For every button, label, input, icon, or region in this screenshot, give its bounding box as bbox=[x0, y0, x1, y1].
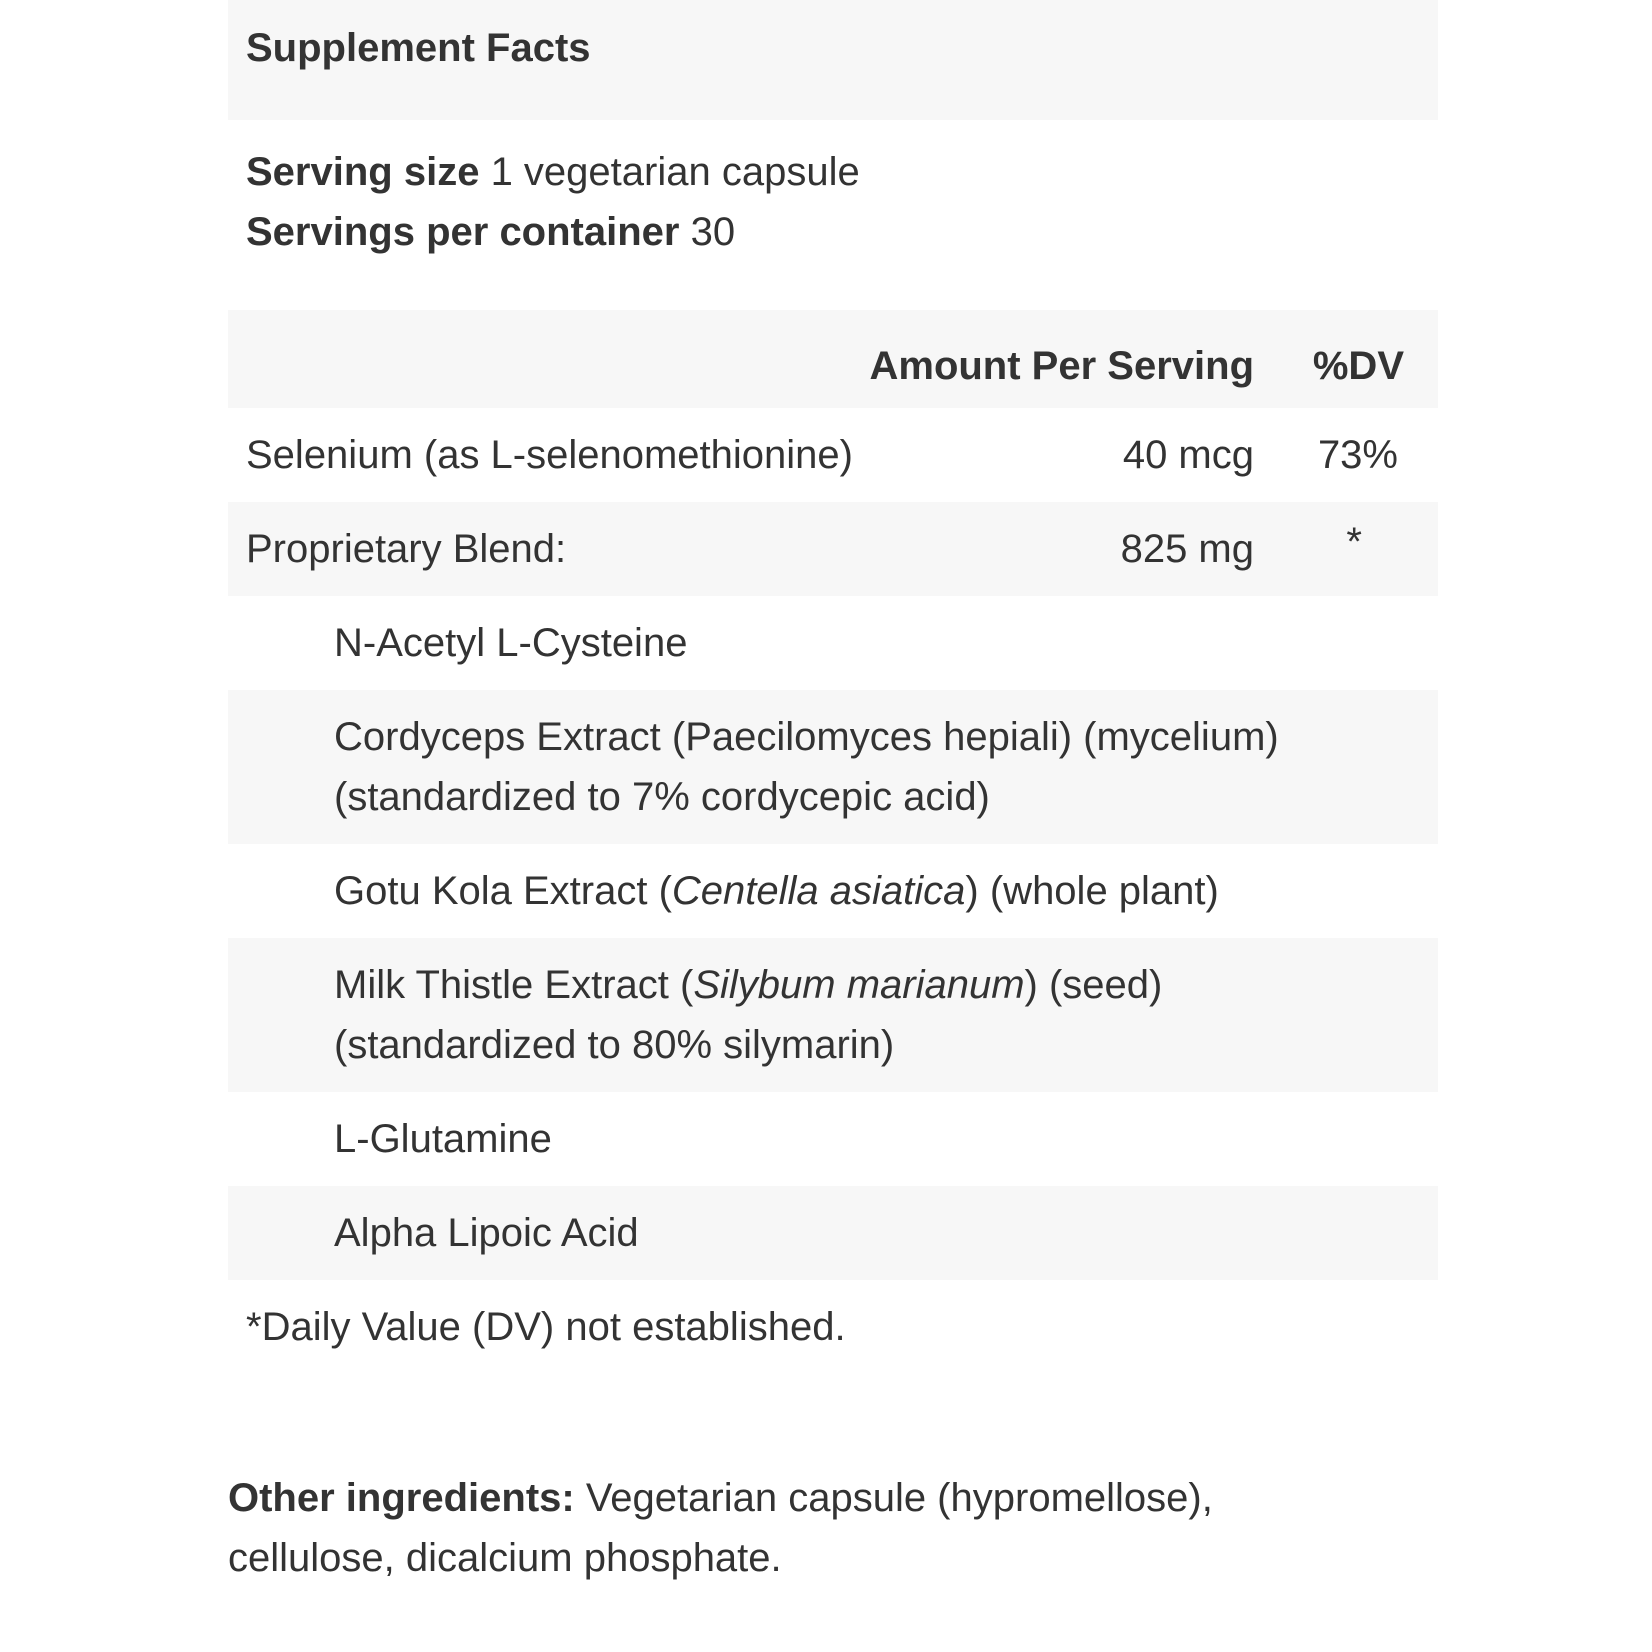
blend-ingredient-name: L-Glutamine bbox=[334, 1117, 552, 1161]
supplement-facts-panel bbox=[228, 0, 1438, 1374]
nutrient-amount: 825 mg bbox=[1120, 527, 1254, 571]
blend-ingredient-latin-name: Centella asiatica bbox=[671, 869, 966, 913]
dv-header: %DV bbox=[1312, 344, 1404, 388]
title-text: Supplement Facts bbox=[246, 26, 591, 70]
other-ingredients-text-1: Vegetarian capsule (hypromellose), bbox=[574, 1476, 1213, 1520]
nutrient-name: Selenium (as L-selenomethionine) bbox=[246, 433, 853, 477]
blend-ingredient-name-suffix: ) (whole plant) bbox=[965, 869, 1219, 913]
blend-ingredient-detail: (standardized to 80% silymarin) bbox=[334, 1023, 895, 1067]
blend-ingredient-latin-name: Silybum marianum bbox=[693, 963, 1025, 1007]
nutrient-dv: * bbox=[1346, 520, 1362, 564]
blend-ingredient-row bbox=[228, 938, 1438, 1092]
table-header-row bbox=[228, 310, 1438, 408]
blend-ingredient-name-prefix: Gotu Kola Extract ( bbox=[334, 869, 672, 913]
blend-ingredient-name: Cordyceps Extract (Paecilomyces hepiali) (mycelium) bbox=[334, 715, 1279, 759]
supplement-facts-title bbox=[228, 0, 1438, 120]
other-ingredients bbox=[228, 1468, 1348, 1588]
blend-ingredient-detail: (standardized to 7% cordycepic acid) bbox=[334, 775, 990, 819]
other-ingredients-label: Other ingredients: bbox=[228, 1476, 575, 1520]
blend-ingredient-name-prefix: Milk Thistle Extract ( bbox=[334, 963, 694, 1007]
servings-per-container-value: 30 bbox=[690, 210, 736, 254]
blend-ingredient-row bbox=[228, 844, 1438, 938]
serving-size-label: Serving size bbox=[246, 150, 480, 194]
nutrient-dv: 73% bbox=[1317, 433, 1398, 477]
other-ingredients-line-2: cellulose, dicalcium phosphate. bbox=[228, 1536, 782, 1580]
blend-ingredient-name: Alpha Lipoic Acid bbox=[334, 1211, 639, 1255]
blend-ingredient-name-suffix: ) (seed) bbox=[1024, 963, 1163, 1007]
dv-footnote bbox=[228, 1280, 1438, 1374]
serving-size-value: 1 vegetarian capsule bbox=[490, 150, 860, 194]
blend-ingredient-row bbox=[228, 1092, 1438, 1186]
amount-per-serving-header: Amount Per Serving bbox=[869, 344, 1254, 388]
other-ingredients-line-1 bbox=[228, 1468, 1348, 1528]
table-row bbox=[228, 502, 1438, 596]
nutrient-amount: 40 mcg bbox=[1122, 433, 1254, 477]
nutrient-name: Proprietary Blend: bbox=[246, 527, 567, 571]
table-row bbox=[228, 408, 1438, 502]
serving-info bbox=[228, 120, 1438, 310]
blend-ingredient-row bbox=[228, 596, 1438, 690]
servings-per-container-label: Servings per container bbox=[246, 210, 680, 254]
blend-ingredient-row bbox=[228, 690, 1438, 844]
blend-ingredient-row bbox=[228, 1186, 1438, 1280]
blend-ingredient-name bbox=[334, 955, 1420, 1015]
blend-ingredient-name: N-Acetyl L-Cysteine bbox=[334, 621, 688, 665]
servings-per-container-line bbox=[246, 202, 1420, 262]
serving-size-line bbox=[246, 142, 1420, 202]
dv-footnote-text: *Daily Value (DV) not established. bbox=[246, 1305, 846, 1349]
